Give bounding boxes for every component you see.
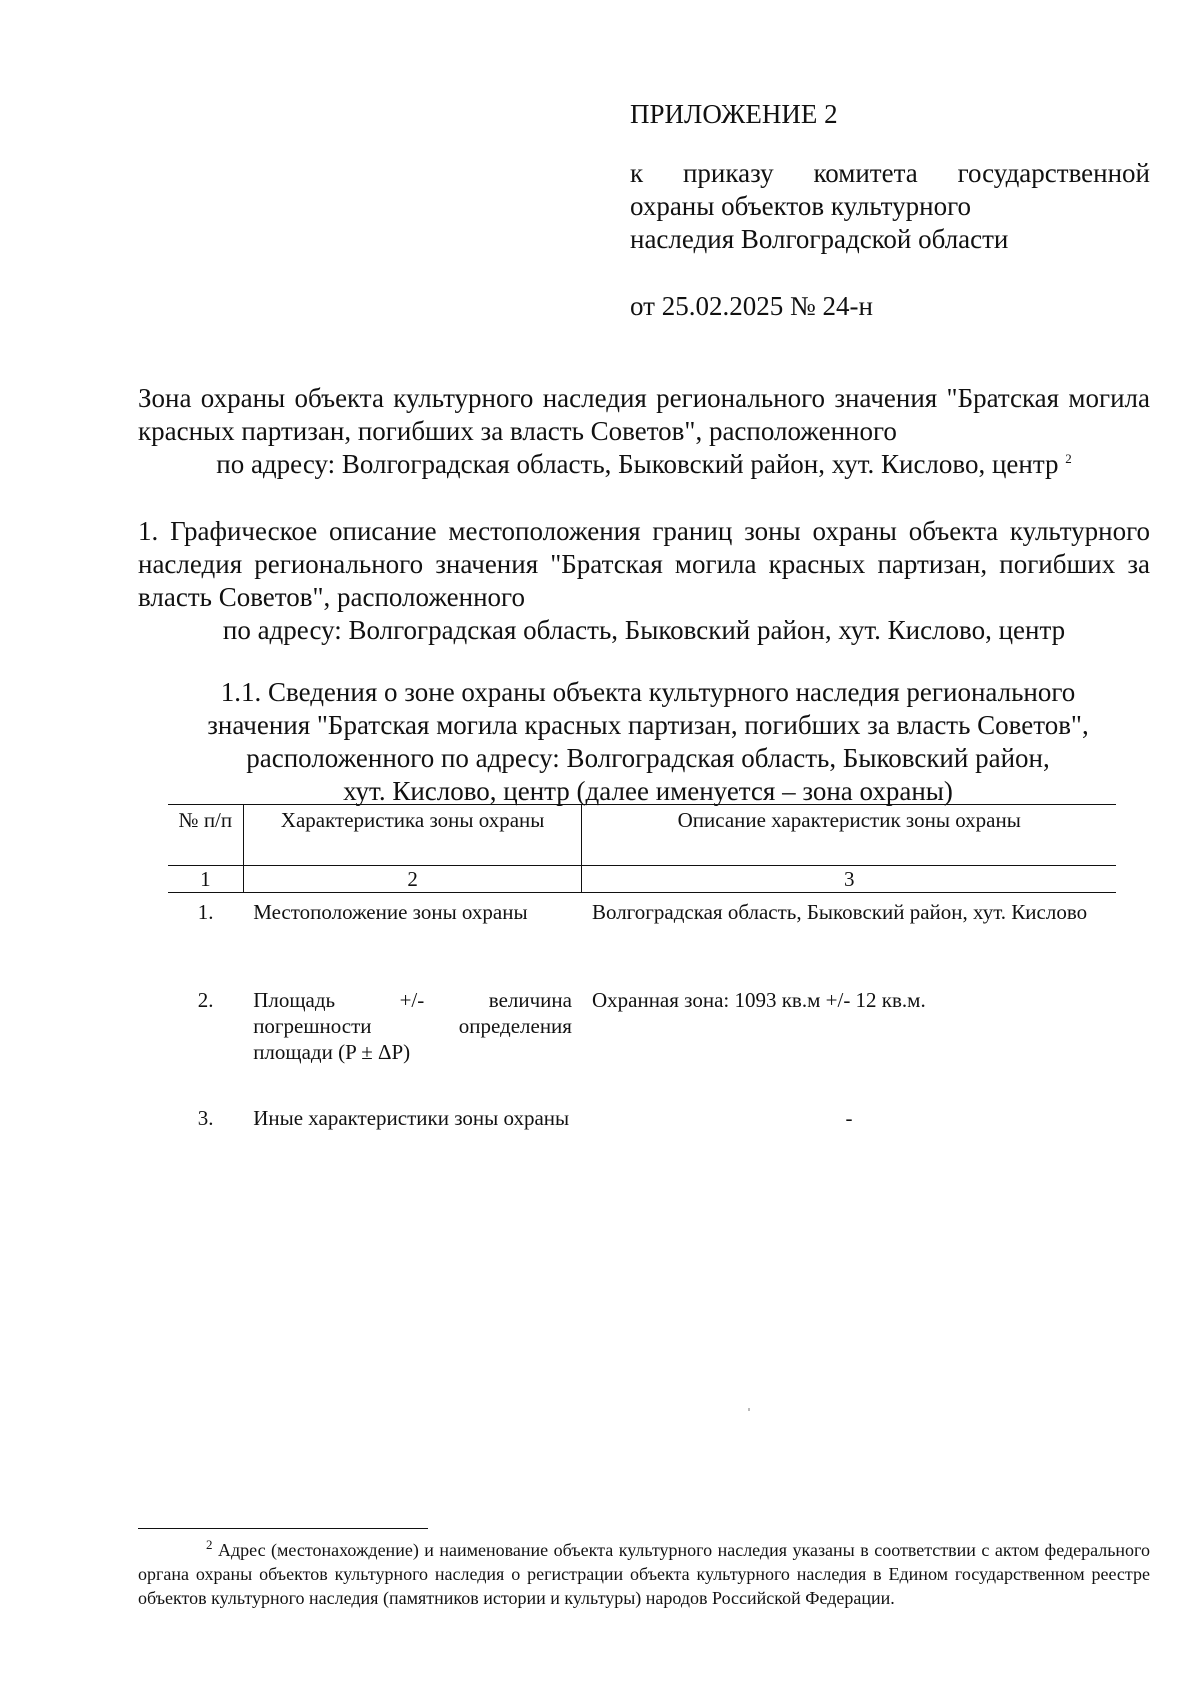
- section-1-1-heading: [160, 676, 1136, 808]
- footnote-text: Адрес (местонахождение) и наименование объекта культурного наследия указаны в соответствии с актом федерального органа охраны объектов культурного наследия о регистрации объекта культурного наследия в Едином государственном реестре объектов культурного наследия (памятников истории и культуры) народов Российской Федерации.: [138, 1540, 1150, 1608]
- row-characteristic: Местоположение зоны охраны: [253, 900, 528, 924]
- section-1-heading: [138, 515, 1150, 647]
- row-description: Охранная зона: 1093 кв.м +/- 12 кв.м.: [591, 988, 926, 1012]
- zone-title-text: Зона охраны объекта культурного наследия регионального значения "Братская могила красных партизан, погибших за власть Советов", расположенного: [138, 383, 1150, 446]
- row-characteristic: Площадь +/- величина погрешности определения площади (P ± ΔP): [253, 988, 572, 1064]
- section-1-1-line1: 1.1. Сведения о зоне охраны объекта культурного наследия регионального: [220, 677, 1076, 707]
- table-row: [168, 893, 1116, 982]
- row-number: 3.: [197, 1106, 214, 1130]
- footnote: [138, 1538, 1150, 1610]
- column-number-1: 1: [168, 866, 243, 893]
- row-number: 1.: [197, 900, 214, 924]
- section-1-text: 1. Графическое описание местоположения границ зоны охраны объекта культурного наследия регионального значения "Братская могила красных партизан, погибших за власть Советов", расположенного: [138, 516, 1150, 612]
- section-1-address: по адресу: Волгоградская область, Быковский район, хут. Кислово, центр: [222, 615, 1066, 645]
- header-characteristic: Характеристика зоны охраны: [243, 805, 582, 866]
- row-characteristic: Иные характеристики зоны охраны: [253, 1106, 570, 1130]
- zone-title: [138, 382, 1150, 481]
- section-1-1-line2: значения "Братская могила красных партизан, погибших за власть Советов",: [207, 710, 1089, 740]
- row-description: Волгоградская область, Быковский район, хут. Кислово: [591, 900, 1088, 924]
- row-description: -: [845, 1106, 853, 1130]
- row-number: 2.: [197, 988, 214, 1012]
- appendix-title: ПРИЛОЖЕНИЕ 2: [630, 99, 838, 129]
- appendix-date: от 25.02.2025 № 24-н: [630, 291, 873, 321]
- section-1-1-line3: расположенного по адресу: Волгоградская область, Быковский район,: [246, 743, 1050, 773]
- footnote-mark: 2: [206, 1537, 213, 1552]
- appendix-region-line: наследия Волгоградской области: [630, 224, 1009, 254]
- appendix-committee-line: охраны объектов культурного: [630, 191, 971, 221]
- zone-table: [168, 804, 1116, 1177]
- zone-title-address: [138, 448, 1150, 481]
- zone-title-address-text: по адресу: Волгоградская область, Быковский район, хут. Кислово, центр: [216, 449, 1059, 479]
- appendix-header: [630, 98, 1150, 323]
- zone-title-footnote-mark: 2: [1065, 451, 1072, 466]
- section-1-1-line4: хут. Кислово, центр (далее именуется – зона охраны): [343, 776, 953, 806]
- header-number: № п/п: [168, 805, 243, 866]
- column-number-3: 3: [582, 866, 1116, 893]
- header-description: Описание характеристик зоны охраны: [582, 805, 1116, 866]
- appendix-order-line: к приказу комитета государственной: [630, 158, 1150, 188]
- footnote-divider: [138, 1528, 428, 1529]
- column-number-2: 2: [243, 866, 582, 893]
- scan-speck: [748, 1408, 750, 1411]
- table-column-numbers-row: [168, 866, 1116, 893]
- table-row: [168, 1099, 1116, 1177]
- table-header-row: [168, 805, 1116, 866]
- table-row: [168, 981, 1116, 1099]
